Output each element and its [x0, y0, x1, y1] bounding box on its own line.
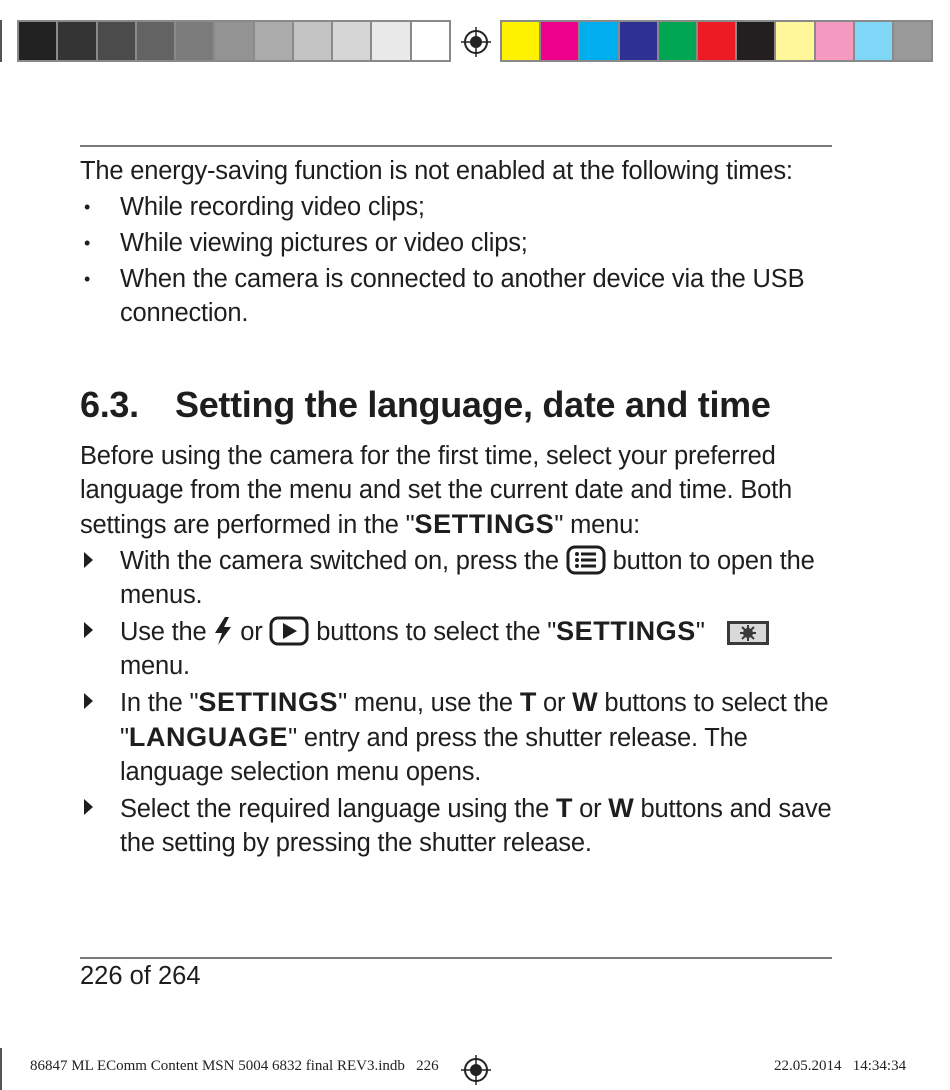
registration-mark-icon	[461, 1055, 491, 1085]
step-text: or	[233, 618, 270, 646]
gray-swatch	[58, 22, 97, 60]
bottom-rule	[80, 957, 832, 959]
settings-menu-name: SETTINGS	[556, 616, 696, 646]
list-item: • When the camera is connected to another device via the USB connection.	[80, 262, 840, 330]
step-item	[80, 544, 840, 612]
step-item	[80, 614, 840, 683]
crop-line-bottom-left	[0, 1048, 2, 1090]
slug-date: 22.05.2014	[774, 1058, 842, 1074]
section-body	[80, 439, 840, 862]
step-text: or	[536, 689, 573, 717]
step-text: menu.	[120, 652, 190, 680]
gray-swatch	[294, 22, 333, 60]
slug-file-name: 86847 ML EComm Content MSN 5004 6832 final REV3.indb	[30, 1058, 405, 1074]
color-swatch	[737, 22, 776, 60]
gray-swatch	[98, 22, 137, 60]
section-intro	[80, 439, 840, 542]
step-text: "	[695, 618, 712, 646]
intro-block	[80, 154, 840, 332]
w-key-label: W	[608, 793, 634, 823]
step-text: Select the required language using the	[120, 795, 556, 823]
flash-icon	[213, 616, 233, 646]
section-intro-text: Before using the camera for the first time, select your preferred language from the menu and set the current date and time. Both settings are performed in the "	[80, 442, 792, 539]
color-swatch	[502, 22, 541, 60]
t-key-label: T	[519, 687, 537, 717]
step-text: In the "	[120, 689, 199, 717]
step-arrow-icon	[84, 552, 93, 568]
gray-scale-bar	[17, 20, 451, 62]
slug-page: 226	[416, 1058, 439, 1074]
step-arrow-icon	[84, 622, 93, 638]
registration-mark-icon	[461, 27, 491, 57]
color-swatch	[541, 22, 580, 60]
intro-bullet-list	[80, 190, 840, 330]
intro-text: The energy-saving function is not enabled at the following times:	[80, 157, 793, 185]
crop-line-left	[0, 20, 2, 62]
step-item	[80, 791, 840, 860]
step-text: buttons to select the "	[120, 689, 829, 752]
menu-button-icon	[566, 545, 606, 575]
section-title: Setting the language, date and time	[175, 384, 771, 425]
step-text: buttons to select the "	[309, 618, 557, 646]
step-text: or	[572, 795, 609, 823]
color-bar	[500, 20, 933, 62]
step-text: button to open the menus.	[120, 547, 815, 609]
step-text: " entry and press the shutter release. The language selection menu opens.	[120, 724, 748, 786]
settings-menu-name: SETTINGS	[414, 509, 555, 539]
list-item: • While recording video clips;	[80, 190, 840, 224]
step-text: " menu, use the	[338, 689, 520, 717]
gray-swatch	[255, 22, 294, 60]
slug-time: 14:34:34	[852, 1058, 907, 1074]
color-swatch	[816, 22, 855, 60]
gray-swatch	[176, 22, 215, 60]
section-number: 6.3.	[80, 384, 139, 425]
gray-swatch	[19, 22, 58, 60]
color-swatch	[580, 22, 619, 60]
color-swatch	[894, 22, 931, 60]
color-swatch	[620, 22, 659, 60]
list-item: • While viewing pictures or video clips;	[80, 226, 840, 260]
section-heading	[80, 384, 771, 426]
gray-swatch	[372, 22, 411, 60]
play-button-icon	[269, 616, 309, 646]
step-item	[80, 685, 840, 789]
color-swatch	[698, 22, 737, 60]
step-arrow-icon	[84, 693, 93, 709]
color-swatch	[659, 22, 698, 60]
section-intro-end: " menu:	[554, 511, 640, 539]
gray-swatch	[412, 22, 449, 60]
settings-gear-icon	[726, 620, 770, 646]
step-list	[80, 544, 840, 860]
step-arrow-icon	[84, 799, 93, 815]
settings-menu-name: SETTINGS	[198, 687, 339, 717]
step-text: Use the	[120, 618, 214, 646]
color-swatch	[776, 22, 815, 60]
step-text: buttons and save the setting by pressing the shutter release.	[120, 795, 832, 857]
gray-swatch	[215, 22, 254, 60]
step-text: With the camera switched on, press the	[120, 547, 566, 575]
language-entry-name: LANGUAGE	[128, 722, 289, 752]
slug-file	[30, 1058, 439, 1075]
color-swatch	[855, 22, 894, 60]
slug-datetime	[774, 1058, 906, 1075]
w-key-label: W	[572, 687, 598, 717]
page-number: 226 of 264	[80, 962, 201, 990]
top-rule	[80, 145, 832, 147]
t-key-label: T	[555, 793, 573, 823]
gray-swatch	[333, 22, 372, 60]
gray-swatch	[137, 22, 176, 60]
